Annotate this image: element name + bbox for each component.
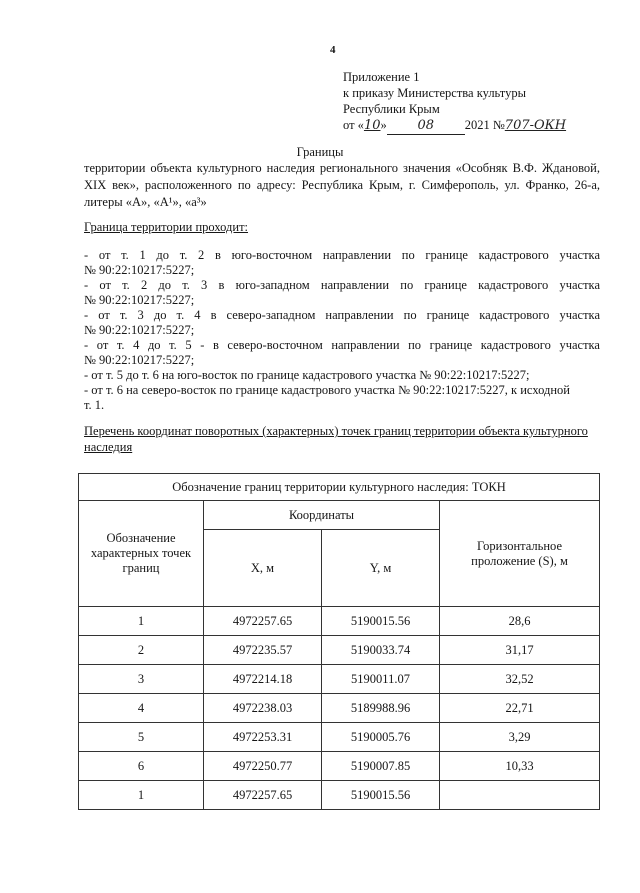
header-x: X, м — [204, 530, 322, 607]
cell-y: 5190007.85 — [322, 752, 440, 781]
cell-point: 3 — [79, 665, 204, 694]
cell-s: 3,29 — [440, 723, 600, 752]
handwritten-day: 10 — [363, 118, 381, 133]
appendix-line-2: к приказу Министерства культуры — [343, 86, 526, 100]
cell-point: 4 — [79, 694, 204, 723]
cell-point: 1 — [79, 607, 204, 636]
table-row — [79, 607, 600, 636]
document-title: Границы — [296, 145, 344, 159]
cell-s: 10,33 — [440, 752, 600, 781]
boundary-item: - от т. 3 до т. 4 в северо-западном направлении по границе кадастрового участка — [84, 308, 600, 322]
cell-s: 31,17 — [440, 636, 600, 665]
cell-x: 4972235.57 — [204, 636, 322, 665]
boundary-list — [84, 248, 600, 413]
boundary-heading: Граница территории проходит: — [84, 220, 249, 234]
boundary-item: - от т. 5 до т. 6 на юго-восток по границе кадастрового участка № 90:22:10217:5227; — [84, 368, 530, 382]
coordinates-heading: Перечень координат поворотных (характерных) точек границ территории объекта культурного наследия — [84, 424, 588, 454]
handwritten-month: 08 — [387, 118, 465, 135]
cell-x: 4972238.03 — [204, 694, 322, 723]
table-row — [79, 694, 600, 723]
document-subtitle: территории объекта культурного наследия регионального значения «Особняк В.Ф. Ждановой, XIX век», расположенного по адресу: Республика Крым, г. Симферополь, ул. Франко, 26-а, литеры «А», «А¹», «а³» — [84, 161, 600, 209]
boundary-item: - от т. 2 до т. 3 в юго-западном направлении по границе кадастрового участка — [84, 278, 600, 292]
cell-point: 1 — [79, 781, 204, 810]
cell-y: 5190033.74 — [322, 636, 440, 665]
cell-x: 4972250.77 — [204, 752, 322, 781]
table-row — [79, 723, 600, 752]
cell-y: 5189988.96 — [322, 694, 440, 723]
boundary-item: - от т. 1 до т. 2 в юго-восточном направлении по границе кадастрового участка — [84, 248, 600, 262]
boundary-item: № 90:22:10217:5227; — [84, 293, 195, 307]
cell-x: 4972214.18 — [204, 665, 322, 694]
cell-x: 4972253.31 — [204, 723, 322, 752]
table-row — [79, 752, 600, 781]
cell-point: 6 — [79, 752, 204, 781]
header-horizontal-distance: Горизонтальное проложение (S), м — [440, 501, 600, 607]
header-coordinates: Координаты — [204, 501, 440, 530]
appendix-line-1: Приложение 1 — [343, 70, 420, 84]
cell-x: 4972257.65 — [204, 781, 322, 810]
cell-s: 22,71 — [440, 694, 600, 723]
header-y: Y, м — [322, 530, 440, 607]
boundary-item: № 90:22:10217:5227; — [84, 263, 195, 277]
table-row — [79, 636, 600, 665]
table-row — [79, 665, 600, 694]
cell-s: 28,6 — [440, 607, 600, 636]
date-mid: » — [380, 118, 387, 132]
cell-x: 4972257.65 — [204, 607, 322, 636]
page-number: 4 — [330, 44, 336, 56]
cell-y: 5190011.07 — [322, 665, 440, 694]
header-point: Обозначение характерных точек границ — [79, 501, 204, 607]
date-year: 2021 № — [464, 118, 505, 132]
table-title: Обозначение границ территории культурного наследия: ТОКН — [79, 474, 600, 501]
cell-y: 5190015.56 — [322, 781, 440, 810]
handwritten-order-number: 707-ОКН — [504, 118, 567, 133]
cell-y: 5190005.76 — [322, 723, 440, 752]
table-row — [79, 781, 600, 810]
boundary-item: - от т. 6 на северо-восток по границе кадастрового участка № 90:22:10217:5227, к исходной — [84, 383, 570, 397]
appendix-date-line — [343, 117, 566, 135]
cell-s — [440, 781, 600, 810]
boundary-item: № 90:22:10217:5227; — [84, 323, 195, 337]
cell-point: 2 — [79, 636, 204, 665]
coordinates-table — [78, 473, 600, 810]
appendix-block — [343, 69, 566, 135]
boundary-item: - от т. 4 до т. 5 - в северо-восточном направлении по границе кадастрового участка — [84, 338, 600, 352]
appendix-line-3: Республики Крым — [343, 102, 440, 116]
boundary-item: т. 1. — [84, 398, 105, 412]
boundary-item: № 90:22:10217:5227; — [84, 353, 195, 367]
cell-point: 5 — [79, 723, 204, 752]
cell-s: 32,52 — [440, 665, 600, 694]
date-prefix: от « — [343, 118, 364, 132]
cell-y: 5190015.56 — [322, 607, 440, 636]
